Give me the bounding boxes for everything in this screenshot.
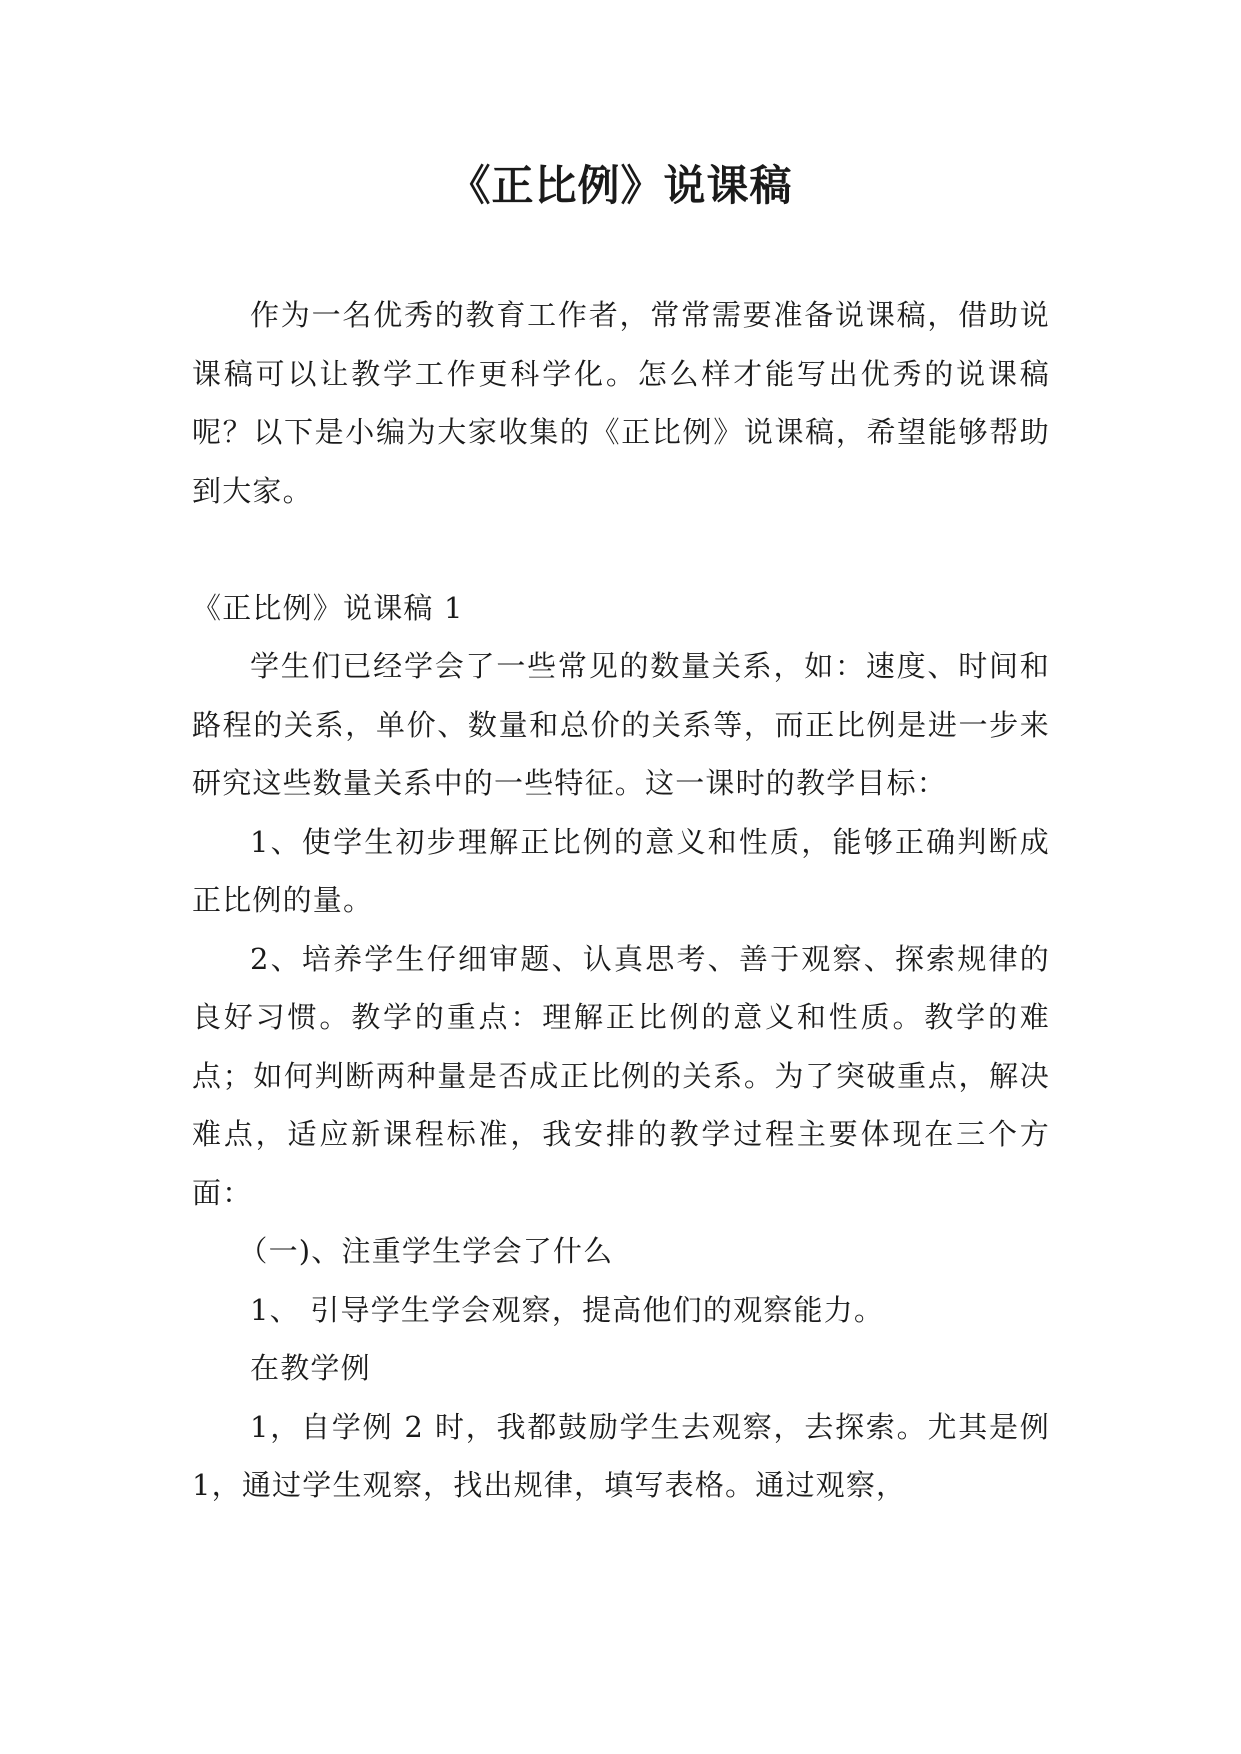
paragraph-gap [192, 520, 1050, 579]
document-title: 《正比例》说课稿 [448, 161, 793, 210]
body-paragraph: 1，自学例 2 时，我都鼓励学生去观察，去探索。尤其是例 1，通过学生观察，找出规律，填写表格。通过观察， [192, 1409, 1050, 1502]
body-paragraph: 1、使学生初步理解正比例的意义和性质，能够正确判断成正比例的量。 [192, 824, 1050, 917]
subsection-heading: （一)、注重学生学会了什么 [238, 1234, 614, 1268]
document-body [192, 286, 1050, 1515]
body-paragraph: 学生们已经学会了一些常见的数量关系，如：速度、时间和路程的关系，单价、数量和总价的关系等，而正比例是进一步来研究这些数量关系中的一些特征。这一课时的教学目标： [192, 649, 1050, 800]
body-paragraph: 在教学例 [250, 1351, 371, 1385]
body-paragraph: 2、培养学生仔细审题、认真思考、善于观察、探索规律的良好习惯。教学的重点：理解正比例的意义和性质。教学的难点；如何判断两种量是否成正比例的关系。为了突破重点，解决难点，适应新课程标准，我安排的教学过程主要体现在三个方面： [192, 941, 1050, 1210]
intro-paragraph: 作为一名优秀的教育工作者，常常需要准备说课稿，借助说课稿可以让教学工作更科学化。怎么样才能写出优秀的说课稿呢？以下是小编为大家收集的《正比例》说课稿，希望能够帮助到大家。 [192, 298, 1050, 508]
body-paragraph: 1、 引导学生学会观察，提高他们的观察能力。 [250, 1292, 885, 1327]
section-heading: 《正比例》说课稿 1 [192, 590, 464, 625]
